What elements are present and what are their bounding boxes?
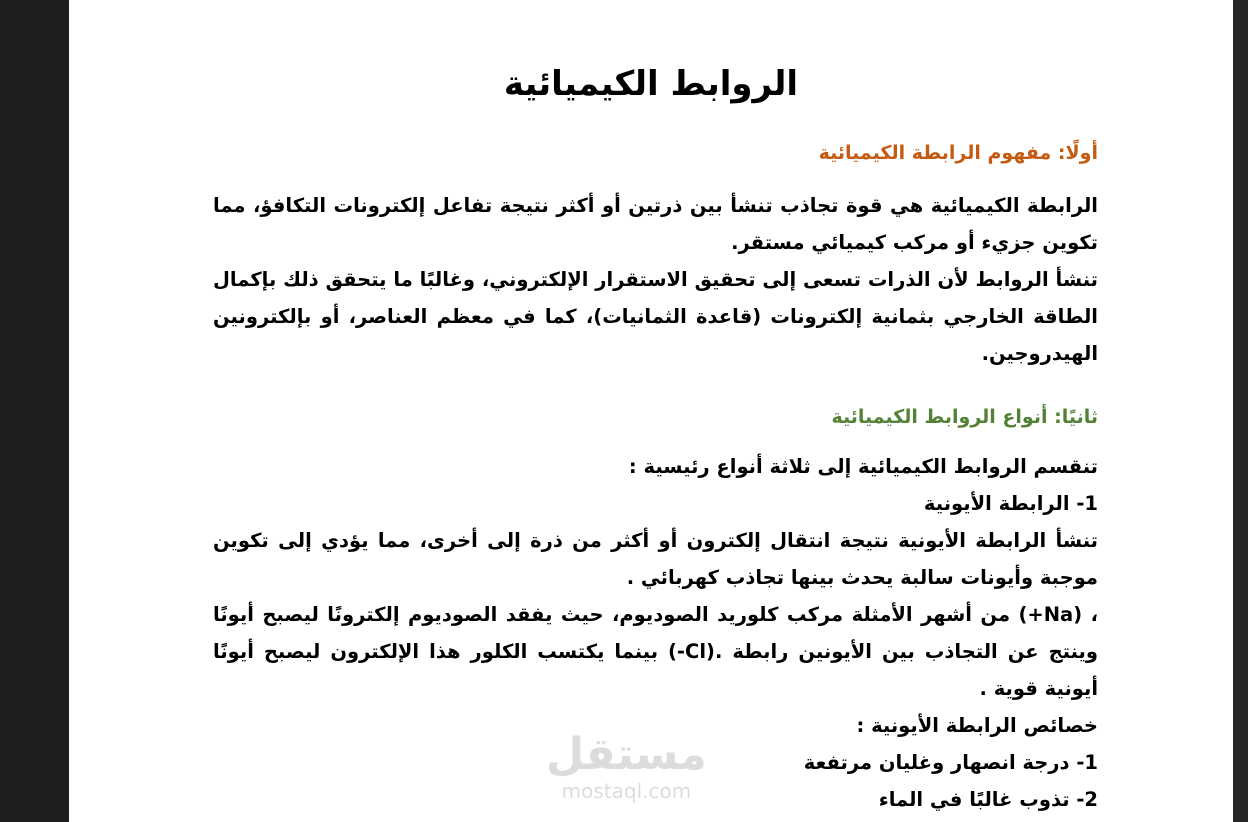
paragraph-line: الرابطة الكيميائية هي قوة تجاذب تنشأ بين ذرتين أو أكثر نتيجة تفاعل إلكترونات التكافؤ، مما <box>213 194 1098 217</box>
document-title: الروابط الكيميائية <box>503 64 799 104</box>
paragraph-line: تنشأ الرابطة الأيونية نتيجة انتقال إلكترون أو أكثر من ذرة إلى أخرى، مما يؤدي إلى تكوين <box>213 529 1098 552</box>
list-item: 1- درجة انصهار وغليان مرتفعة <box>803 751 1098 774</box>
paragraph-line: الطاقة الخارجي بثمانية إلكترونات (قاعدة الثمانيات)، كما في معظم العناصر، أو بإلكترونين <box>213 305 1098 328</box>
paragraph-line: وينتج عن التجاذب بين الأيونين رابطة .(Cl-) بينما يكتسب الكلور هذا الإلكترون ليصبح أيونًا <box>213 640 1098 663</box>
list-item: 2- تذوب غالبًا في الماء <box>878 788 1098 811</box>
paragraph-line: تنشأ الروابط لأن الذرات تسعى إلى تحقيق الاستقرار الإلكتروني، وغالبًا ما يتحقق ذلك بإكمال <box>213 268 1098 291</box>
paragraph-line: تكوين جزيء أو مركب كيميائي مستقر. <box>731 231 1098 254</box>
paragraph-line: موجبة وأيونات سالبة يحدث بينها تجاذب كهربائي . <box>626 566 1098 589</box>
section-heading-types: ثانيًا: أنواع الروابط الكيميائية <box>831 406 1098 428</box>
paragraph-line: ، (Na+) من أشهر الأمثلة مركب كلوريد الصوديوم، حيث يفقد الصوديوم إلكترونًا ليصبح أيونًا <box>213 603 1098 626</box>
paragraph-line: الهيدروجين. <box>981 342 1098 365</box>
paragraph-line: تنقسم الروابط الكيميائية إلى ثلاثة أنواع رئيسية : <box>628 455 1098 478</box>
scrollbar-track[interactable] <box>1233 0 1248 822</box>
section-heading-concept: أولًا: مفهوم الرابطة الكيميائية <box>818 142 1098 164</box>
watermark-arabic: مستقل <box>546 729 707 780</box>
watermark-latin: mostaql.com <box>561 779 692 803</box>
list-item: 1- الرابطة الأيونية <box>923 492 1098 515</box>
document-page <box>69 0 1233 822</box>
subheading: خصائص الرابطة الأيونية : <box>856 714 1098 737</box>
watermark-logo <box>546 730 707 802</box>
section-concept <box>213 135 1098 372</box>
paragraph-line: أيونية قوية . <box>979 677 1098 700</box>
